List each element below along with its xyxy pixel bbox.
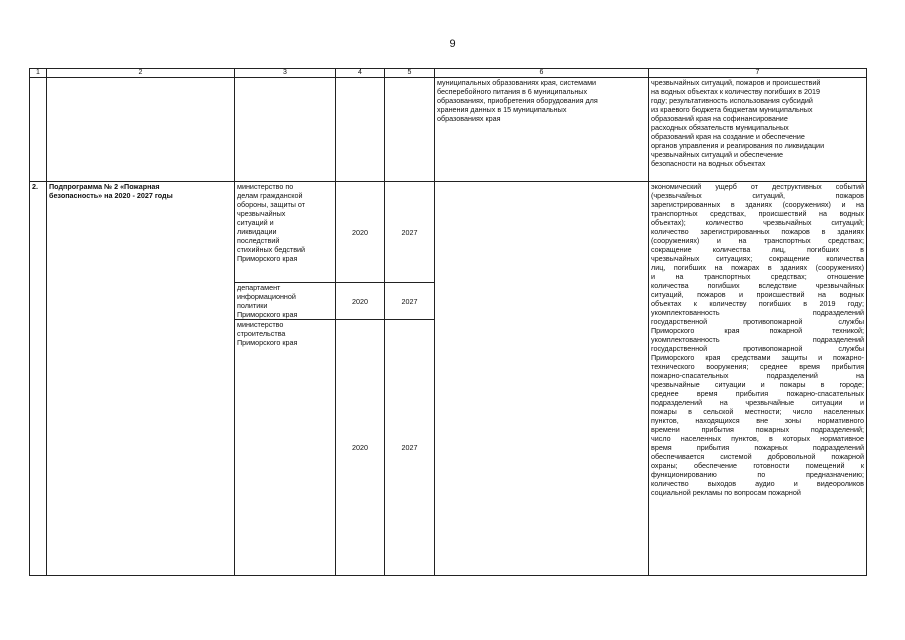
subprogram-row <box>30 182 867 283</box>
executor-1-start-year: 2020 <box>336 182 385 283</box>
executor-3-end-year: 2027 <box>385 320 435 576</box>
header-col-4: 4 <box>336 69 385 78</box>
row-number: 2. <box>30 182 47 576</box>
executor-3-start-year: 2020 <box>336 320 385 576</box>
header-row <box>30 69 867 78</box>
executor-1: министерство по делам гражданской обороны, защиты от чрезвычайных ситуаций и ликвидации последствий стихийных бедствий Приморского края <box>235 182 336 283</box>
header-col-6: 6 <box>435 69 649 78</box>
header-col-2: 2 <box>47 69 235 78</box>
header-col-5: 5 <box>385 69 435 78</box>
executor-2-end-year: 2027 <box>385 283 435 320</box>
indicators-cell: экономический ущерб от деструктивных событий (чрезвычайных ситуаций, пожаров зарегистрированных в зданиях (сооружениях) и на транспортных средствах, происшествий на водных объектах); количество чрезвычайных ситуаций; количество зарегистрированных пожаров в зданиях (сооружениях) и на транспортных средствах; сокращение количества лиц, погибших в чрезвычайных ситуациях; сокращение количества лиц, погибших на пожарах в зданиях (сооружениях) и на транспортных средствах; отношение количества погибших вследствие чрезвычайных ситуаций, пожаров и происшествий на водных объектах к количеству погибших в 2019 году; укомплектованность подразделений государственной противопожарной службы Приморского края пожарной техникой; укомплектованность подразделений государственной противопожарной службы Приморского края средствами защиты и пожарно- технического вооружения; среднее время прибытия пожарно-спасательных подразделений на чрезвычайные ситуации и пожары в городе; среднее время прибытия пожарно-спасательных подразделений на чрезвычайные ситуации и пожары в сельской местности; число населенных пунктов, находящихся вне зоны нормативного времени прибытия пожарных подразделений; число населенных пунктов, в которых нормативное время прибытия пожарных подразделений обеспечивается системой добровольной пожарной охраны; обеспечение готовности помещений к функционированию по предназначению; количество выходов аудио и видеороликов социальной рекламы по вопросам пожарной <box>649 182 867 576</box>
program-table <box>29 68 867 576</box>
subprogram-name-cell: Подпрограмма № 2 «Пожарная безопасность» на 2020 - 2027 годы <box>47 182 235 576</box>
header-col-1: 1 <box>30 69 47 78</box>
executor-3: министерство строительства Приморского края <box>235 320 336 576</box>
continuation-indicators-cell: чрезвычайных ситуаций, пожаров и происшествий на водных объектах к количеству погибших в 2019 году; результативность использования субсидий из краевого бюджета бюджетам муниципальных образований края на софинансирование расходных обязательств муниципальных образований края на создание и обеспечение органов управления и реагирования по ликвидации чрезвычайных ситуаций и обеспечение безопасности на водных объектах <box>649 78 867 182</box>
continuation-row <box>30 78 867 182</box>
header-col-7: 7 <box>649 69 867 78</box>
executor-1-end-year: 2027 <box>385 182 435 283</box>
header-col-3: 3 <box>235 69 336 78</box>
activities-cell <box>435 182 649 576</box>
page-number: 9 <box>449 38 456 50</box>
executor-2: департамент информационной политики Приморского края <box>235 283 336 320</box>
executor-2-start-year: 2020 <box>336 283 385 320</box>
continuation-activities-cell: муниципальных образованиях края, системами бесперебойного питания в 6 муниципальных образованиях, приобретения оборудования для хранения данных в 15 муниципальных образованиях края <box>435 78 649 182</box>
